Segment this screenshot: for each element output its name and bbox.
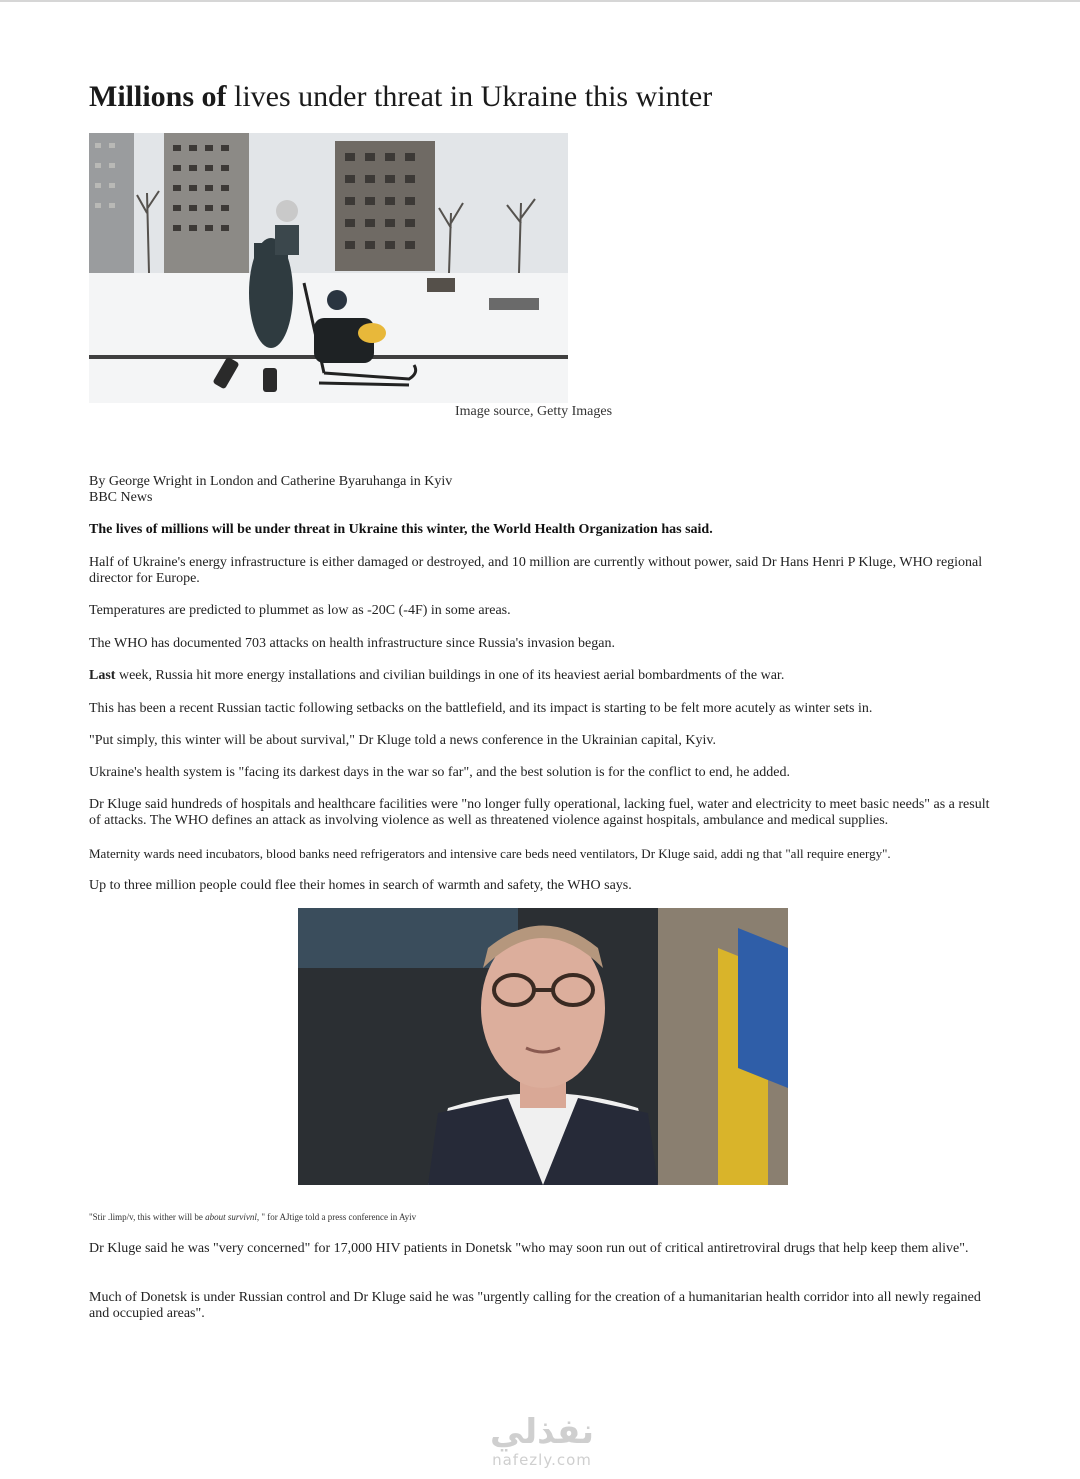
body-paragraph: This has been a recent Russian tactic following setbacks on the battlefield, and its impact is starting to be felt more acutely as winter sets in. [89, 701, 873, 716]
body-paragraph: The WHO has documented 703 attacks on health infrastructure since Russia's invasion began. [89, 636, 615, 651]
photo-credit: Image source, Getty Images [455, 404, 613, 419]
body-paragraph [89, 668, 994, 684]
body-paragraph: Maternity wards need incubators, blood banks need refrigerators and intensive care beds need ventilators, Dr Kluge said, addi ng that "all require energy". [89, 846, 891, 861]
watermark-domain: nafezly.com [492, 1451, 592, 1469]
photo-caption [89, 1212, 416, 1222]
body-paragraph: Dr Kluge said he was "very concerned" for 17,000 HIV patients in Donetsk "who may soon run out of critical antiretroviral drugs that help keep them alive". [89, 1241, 969, 1256]
dr-kluge-portrait [298, 908, 788, 1185]
watermark-arabic: نفذلي [489, 1412, 595, 1452]
outlet-name: BBC News [89, 490, 153, 505]
snow-street-photo [89, 133, 568, 403]
page-title [89, 79, 989, 115]
caption-text: "Stir .limp/v, this wither will be [89, 1212, 206, 1222]
top-border [0, 0, 1080, 2]
body-paragraph: Half of Ukraine's energy infrastructure is either damaged or destroyed, and 10 million are currently without power, said Dr Hans Henri P Kluge, WHO regional director for Europe. [89, 555, 983, 586]
body-paragraph: "Put simply, this winter will be about survival," Dr Kluge told a news conference in the Ukrainian capital, Kyiv. [89, 733, 717, 748]
byline [89, 474, 452, 506]
caption-text: " for AJtige told a press conference in Ayiv [261, 1212, 417, 1222]
emphasis-word: Last [89, 668, 116, 683]
title-rest: lives under threat in Ukraine this winter [226, 80, 713, 113]
body-paragraph: Up to three million people could flee their homes in search of warmth and safety, the WHO says. [89, 878, 632, 893]
title-bold-part: Millions of [89, 80, 227, 113]
body-paragraph: Temperatures are predicted to plummet as low as -20C (-4F) in some areas. [89, 603, 511, 618]
body-paragraph: Ukraine's health system is "facing its darkest days in the war so far", and the best solution is for the conflict to end, he added. [89, 765, 790, 780]
body-paragraph: Dr Kluge said hundreds of hospitals and healthcare facilities were "no longer fully operational, lacking fuel, water and electricity to meet basic needs" as a result of attacks. The WHO defines an attack as involving violence as well as threatened violence against hospitals, ambulance and medical supplies. [89, 797, 990, 828]
site-watermark [472, 1412, 612, 1468]
body-paragraph: Much of Donetsk is under Russian control and Dr Kluge said he was "urgently calling for the creation of a humanitarian health corridor into all newly regained and occupied areas". [89, 1290, 981, 1321]
author-line: By George Wright in London and Catherine Byaruhanga in Kyiv [89, 474, 453, 489]
caption-italic: about survivnl, [205, 1212, 262, 1222]
lead-paragraph: The lives of millions will be under threat in Ukraine this winter, the World Health Organization has said. [89, 522, 713, 537]
paragraph-text: week, Russia hit more energy installations and civilian buildings in one of its heaviest aerial bombardments of the war. [115, 668, 785, 683]
